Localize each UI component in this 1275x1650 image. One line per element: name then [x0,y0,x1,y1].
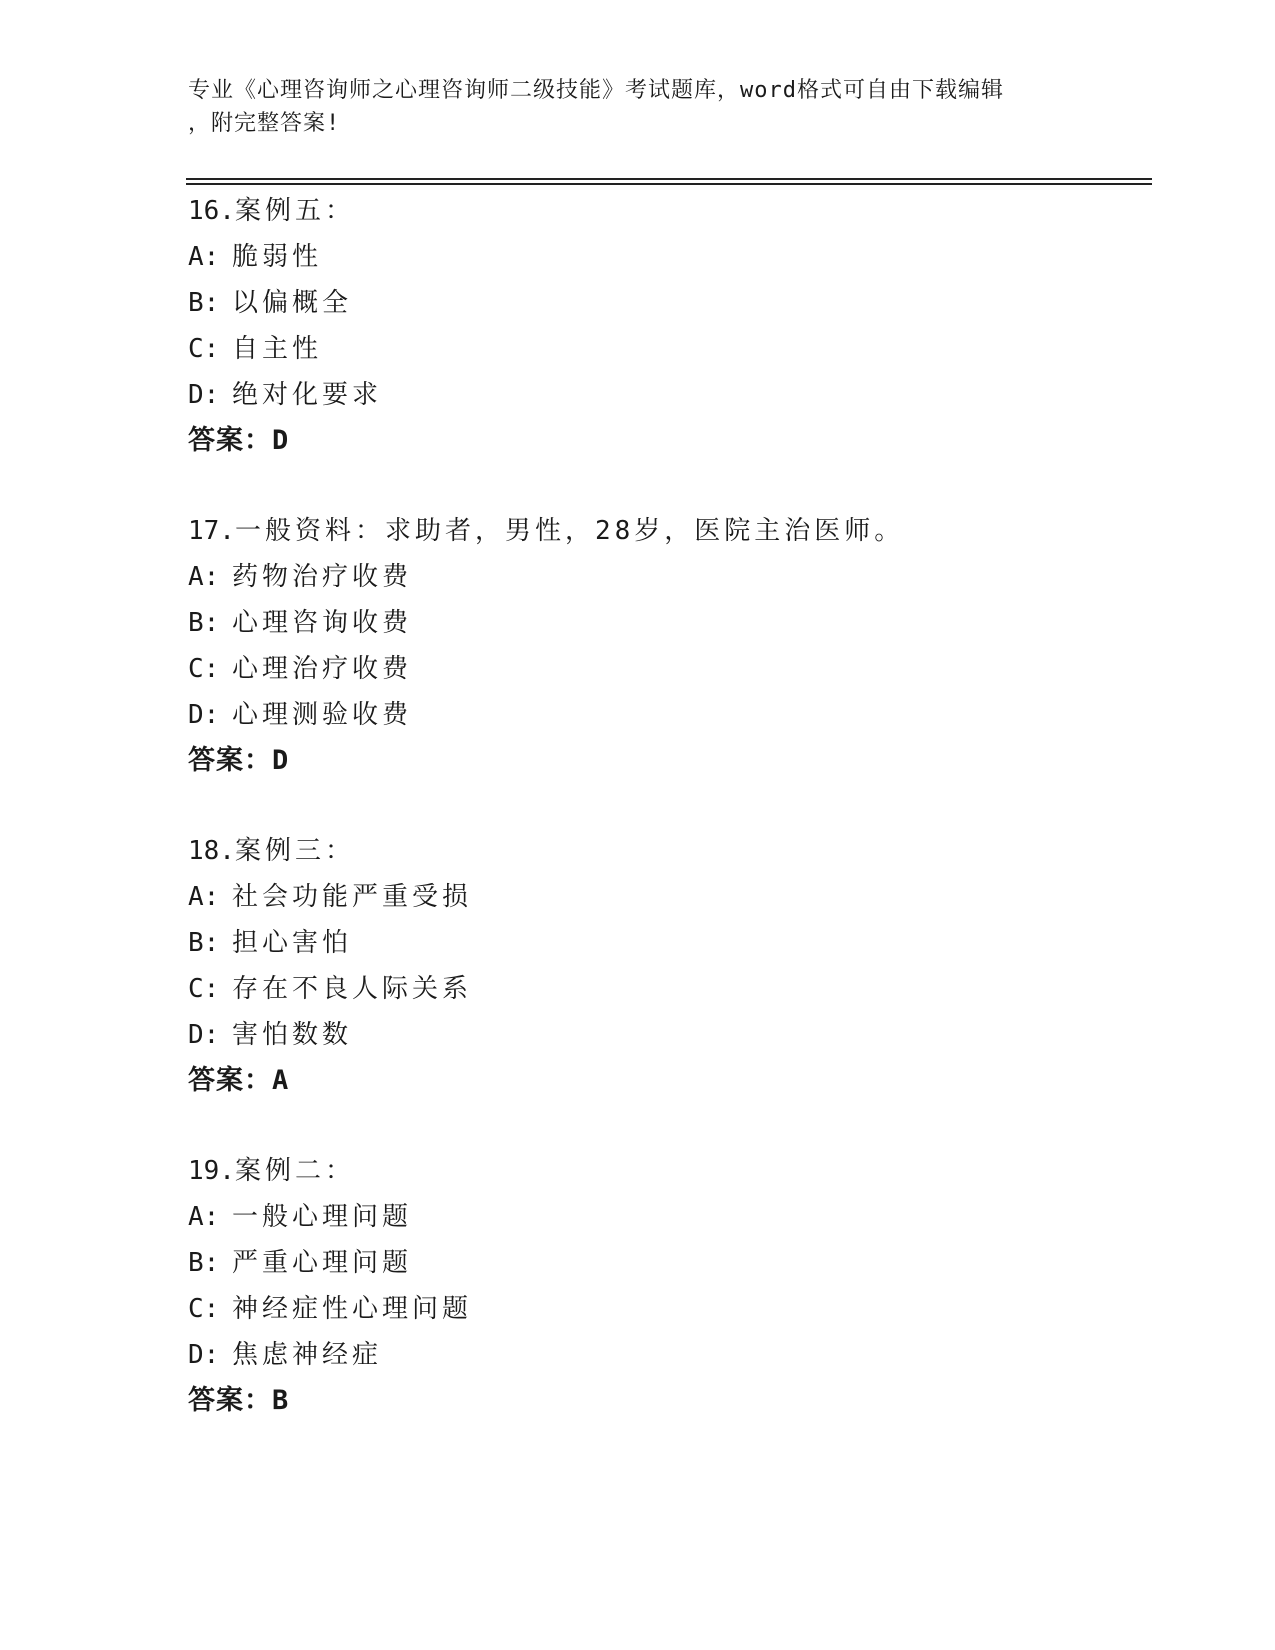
option-text: 害怕数数 [232,1020,353,1050]
option-d [188,1332,1148,1378]
option-key: D: [188,700,220,730]
option-text: 焦虑神经症 [232,1340,383,1370]
option-c [188,326,1148,372]
option-key: A: [188,1202,220,1232]
answer-line: 答案：B [188,1385,290,1416]
option-a [188,234,1148,280]
question-stem [188,1148,1148,1194]
question-number: 16. [188,196,235,226]
option-key: D: [188,1340,220,1370]
option-text: 一般心理问题 [232,1202,413,1232]
option-a [188,874,1148,920]
option-text: 担心害怕 [232,928,353,958]
option-d [188,1012,1148,1058]
option-text: 以偏概全 [232,288,353,318]
question-17 [188,508,1148,828]
option-text: 脆弱性 [232,242,323,272]
option-a [188,1194,1148,1240]
option-text: 社会功能严重受损 [232,882,473,912]
question-stem [188,188,1148,234]
question-18 [188,828,1148,1148]
option-key: C: [188,974,220,1004]
option-key: C: [188,654,220,684]
option-key: B: [188,1248,220,1278]
option-b [188,280,1148,326]
question-number: 19. [188,1156,235,1186]
answer-line: 答案：D [188,425,290,456]
question-text: 一般资料：求助者，男性，28岁，医院主治医师。 [234,516,905,546]
option-c [188,1286,1148,1332]
option-key: B: [188,928,220,958]
option-text: 神经症性心理问题 [232,1294,473,1324]
question-text: 案例三： [234,836,355,866]
answer-line: 答案：D [188,745,290,776]
option-key: C: [188,1294,220,1324]
option-d [188,372,1148,418]
option-key: C: [188,334,220,364]
header-divider-bottom [186,183,1152,185]
option-text: 心理咨询收费 [232,608,413,638]
option-text: 药物治疗收费 [232,562,413,592]
option-b [188,920,1148,966]
option-key: B: [188,288,220,318]
option-key: A: [188,882,220,912]
header-line-2: ，附完整答案! [188,111,341,136]
option-text: 心理治疗收费 [232,654,413,684]
option-text: 自主性 [232,334,323,364]
question-stem [188,508,1148,554]
option-key: A: [188,562,220,592]
question-number: 17. [188,516,235,546]
option-text: 严重心理问题 [232,1248,413,1278]
option-b [188,1240,1148,1286]
question-number: 18. [188,836,235,866]
question-list [188,188,1148,1468]
option-key: A: [188,242,220,272]
option-text: 心理测验收费 [232,700,413,730]
option-key: D: [188,1020,220,1050]
option-b [188,600,1148,646]
option-c [188,966,1148,1012]
option-a [188,554,1148,600]
option-c [188,646,1148,692]
question-16 [188,188,1148,508]
option-text: 存在不良人际关系 [232,974,473,1004]
option-key: D: [188,380,220,410]
question-19 [188,1148,1148,1468]
header-line-1: 专业《心理咨询师之心理咨询师二级技能》考试题库，word格式可自由下载编辑 [188,78,1004,103]
option-text: 绝对化要求 [232,380,383,410]
option-d [188,692,1148,738]
answer-line: 答案：A [188,1065,290,1096]
question-text: 案例二： [234,1156,355,1186]
question-stem [188,828,1148,874]
option-key: B: [188,608,220,638]
question-text: 案例五： [234,196,355,226]
header-divider-top [186,178,1152,180]
document-header [188,74,1088,140]
